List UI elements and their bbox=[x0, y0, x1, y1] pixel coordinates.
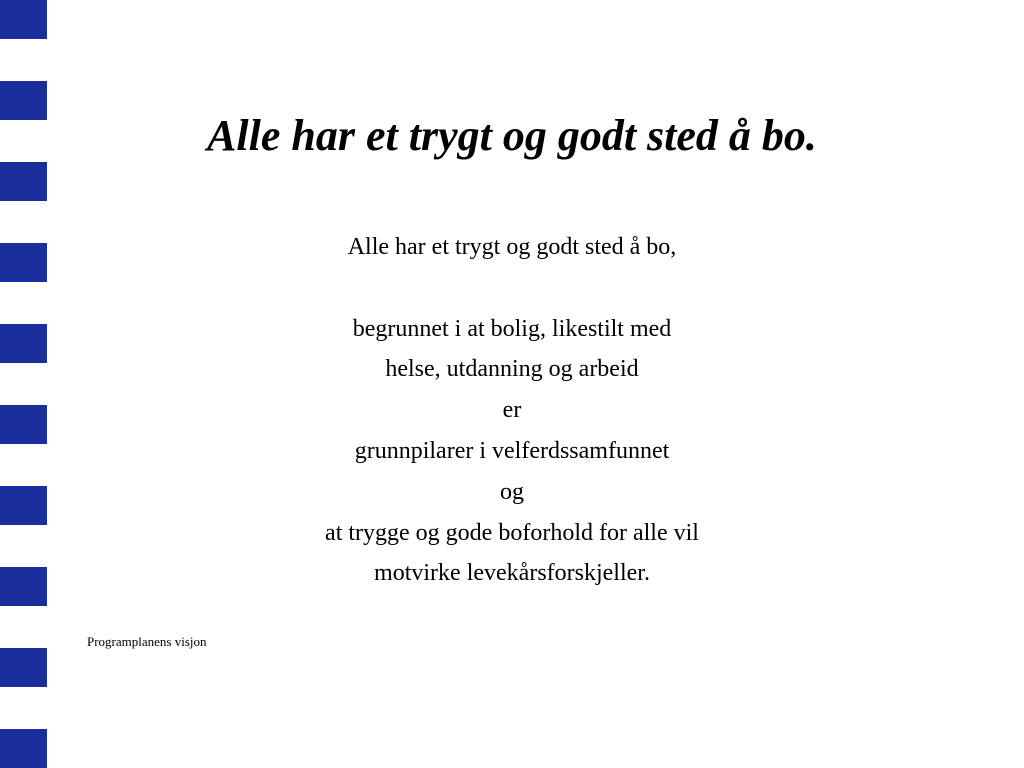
slide-title: Alle har et trygt og godt sted å bo. bbox=[207, 111, 817, 160]
stripe-block bbox=[0, 162, 47, 201]
body-line: og bbox=[500, 478, 524, 505]
stripe-block bbox=[0, 0, 47, 39]
body-line: grunnpilarer i velferdssamfunnet bbox=[354, 437, 670, 464]
body-line: helse, utdanning og arbeid bbox=[385, 356, 639, 383]
stripe-block bbox=[0, 729, 47, 768]
slide-footer: Programplanens visjon bbox=[87, 634, 207, 649]
body-line-blank bbox=[0, 268, 1024, 309]
body-line: er bbox=[502, 397, 522, 424]
body-line: at trygge og gode boforhold for alle vil bbox=[325, 519, 699, 546]
body-line: begrunnet i at bolig, likestilt med bbox=[352, 315, 672, 342]
body-line: Alle har et trygt og godt sted å bo, bbox=[347, 234, 677, 260]
body-line: motvirke levekårsforskjeller. bbox=[374, 560, 650, 587]
slide-body bbox=[0, 227, 1024, 594]
stripe-block bbox=[0, 648, 47, 687]
